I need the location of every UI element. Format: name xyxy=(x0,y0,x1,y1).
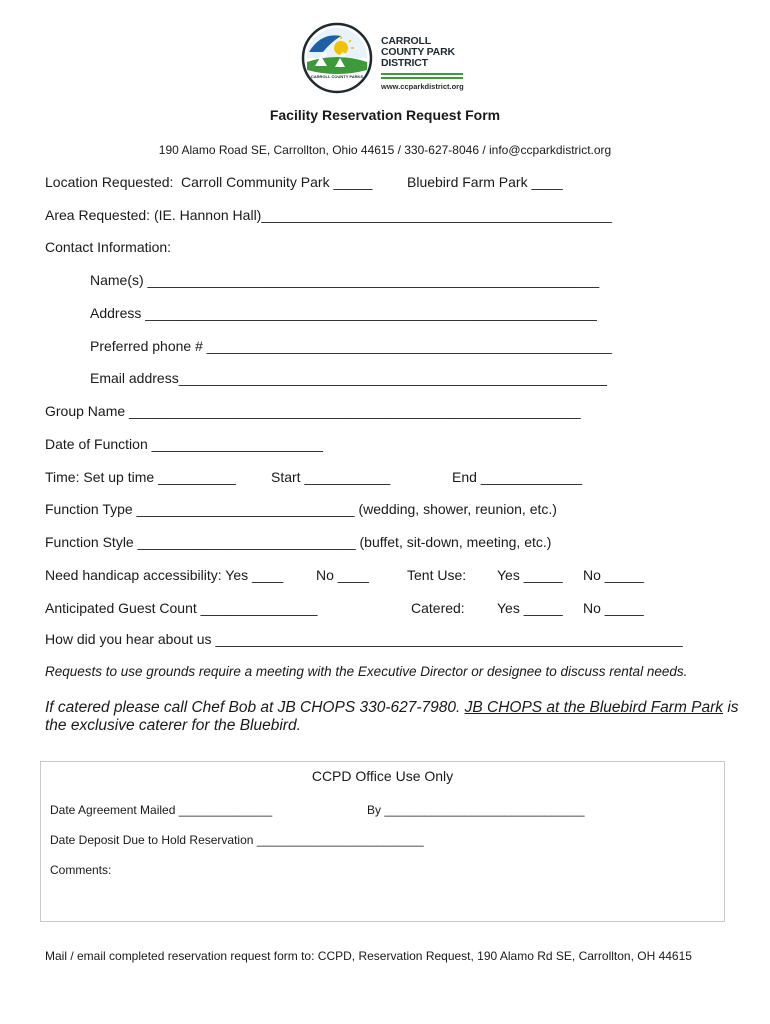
logo-divider xyxy=(381,73,471,79)
group-name-field[interactable]: Group Name __________________________________________________________ xyxy=(45,403,581,419)
catered-yes-field[interactable]: Yes _____ xyxy=(497,600,563,616)
setup-time-field[interactable]: Time: Set up time __________ xyxy=(45,469,236,485)
comments-field[interactable]: Comments: xyxy=(50,863,112,877)
tent-use-label: Tent Use: xyxy=(407,567,467,583)
form-title: Facility Reservation Request Form xyxy=(269,107,501,123)
catering-note-link: JB CHOPS at the Bluebird Farm Park xyxy=(464,699,724,716)
handicap-yes-field[interactable]: Need handicap accessibility: Yes ____ xyxy=(45,567,284,583)
office-use-title: CCPD Office Use Only xyxy=(311,768,454,784)
catered-no-field[interactable]: No _____ xyxy=(583,600,644,616)
catering-note-phone: If catered please call Chef Bob at JB CHOPS 330-627-7980. xyxy=(45,699,461,716)
catering-note-line-1 xyxy=(45,699,739,717)
address-field[interactable]: Address __________________________________________________________ xyxy=(90,305,597,321)
guest-count-field[interactable]: Anticipated Guest Count _______________ xyxy=(45,600,318,616)
tent-yes-field[interactable]: Yes _____ xyxy=(497,567,563,583)
date-agreement-mailed-field[interactable]: Date Agreement Mailed ______________ xyxy=(50,803,273,817)
tent-no-field[interactable]: No _____ xyxy=(583,567,644,583)
contact-heading: Contact Information: xyxy=(45,239,172,255)
logo-line-1: CARROLL xyxy=(381,35,431,47)
location-label: Location Requested: xyxy=(45,174,174,190)
grounds-meeting-note: Requests to use grounds require a meeting with the Executive Director or designee to discuss rental needs. xyxy=(45,664,688,679)
end-time-field[interactable]: End _____________ xyxy=(452,469,583,485)
logo-url: www.ccparkdistrict.org xyxy=(381,82,464,91)
names-field[interactable]: Name(s) __________________________________________________________ xyxy=(90,272,600,288)
by-field[interactable]: By ______________________________ xyxy=(367,803,585,817)
emblem-badge-text: CARROLL COUNTY PARKS xyxy=(310,74,364,79)
email-field[interactable]: Email address_______________________________________________________ xyxy=(90,370,607,386)
mail-instructions: Mail / email completed reservation request form to: CCPD, Reservation Request, 190 Alamo Rd SE, Carrollton, OH 44615 xyxy=(45,949,692,963)
location-option-bluebird-farm-park[interactable]: Bluebird Farm Park ____ xyxy=(407,174,563,190)
function-style-field[interactable]: Function Style ____________________________ (buffet, sit-down, meeting, etc.) xyxy=(45,534,552,550)
function-type-field[interactable]: Function Type ____________________________ (wedding, shower, reunion, etc.) xyxy=(45,501,557,517)
district-address: 190 Alamo Road SE, Carrollton, Ohio 44615 / 330-627-8046 / info@ccparkdistrict.org xyxy=(158,143,612,157)
start-time-field[interactable]: Start ___________ xyxy=(271,469,391,485)
location-option-carroll-community-park[interactable]: Carroll Community Park _____ xyxy=(181,174,373,190)
logo-wordmark xyxy=(381,36,471,91)
catering-note-line-2: the exclusive caterer for the Bluebird. xyxy=(45,717,301,734)
park-district-logo xyxy=(301,22,471,94)
date-deposit-due-field[interactable]: Date Deposit Due to Hold Reservation _________________________ xyxy=(50,833,424,847)
date-of-function-field[interactable]: Date of Function ______________________ xyxy=(45,436,323,452)
area-requested-field[interactable]: Area Requested: (IE. Hannon Hall)_____________________________________________ xyxy=(45,207,612,223)
catered-label: Catered: xyxy=(411,600,465,616)
handicap-no-field[interactable]: No ____ xyxy=(316,567,369,583)
logo-line-3: DISTRICT xyxy=(381,57,428,69)
park-emblem-icon xyxy=(301,22,373,94)
office-use-box xyxy=(40,761,725,922)
phone-field[interactable]: Preferred phone # ____________________________________________________ xyxy=(90,338,612,354)
catering-note-is: is xyxy=(723,699,739,716)
hear-about-us-field[interactable]: How did you hear about us ____________________________________________________________ xyxy=(45,631,683,647)
logo-line-2: COUNTY PARK xyxy=(381,46,455,58)
